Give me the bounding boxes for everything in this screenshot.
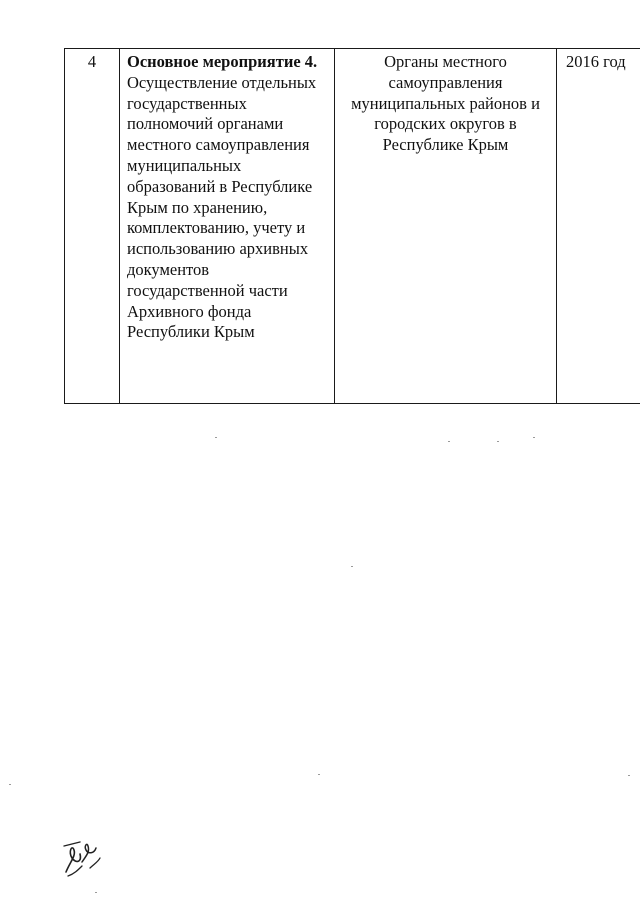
year-text: 2016 год — [566, 52, 626, 71]
scan-speck — [9, 784, 11, 785]
scan-speck — [628, 775, 630, 776]
row-number-cell — [65, 49, 120, 404]
handwritten-initials-signature — [60, 832, 108, 880]
scan-speck — [351, 566, 353, 567]
event-cell — [120, 49, 335, 404]
scan-speck — [215, 437, 217, 438]
scan-speck — [533, 437, 535, 438]
measures-table — [64, 48, 640, 404]
scan-speck — [318, 774, 320, 775]
scan-speck — [95, 892, 97, 893]
event-title: Основное мероприятие 4. — [127, 52, 318, 71]
table-row — [65, 49, 640, 404]
scan-speck — [497, 441, 499, 442]
year-cell — [557, 49, 640, 404]
executor-text: Органы местного самоуправления муниципальных районов и городских округов в Республике Крым — [351, 52, 540, 155]
event-description: Осуществление отдельных государственных полномочий органами местного самоуправления муниципальных образований в Республике Крым по хранению, комплектованию, учету и использованию архивных документов государственной части Архивного фонда Республики Крым — [127, 72, 317, 342]
row-number: 4 — [87, 52, 97, 71]
scan-speck — [448, 441, 450, 442]
executor-cell — [335, 49, 557, 404]
